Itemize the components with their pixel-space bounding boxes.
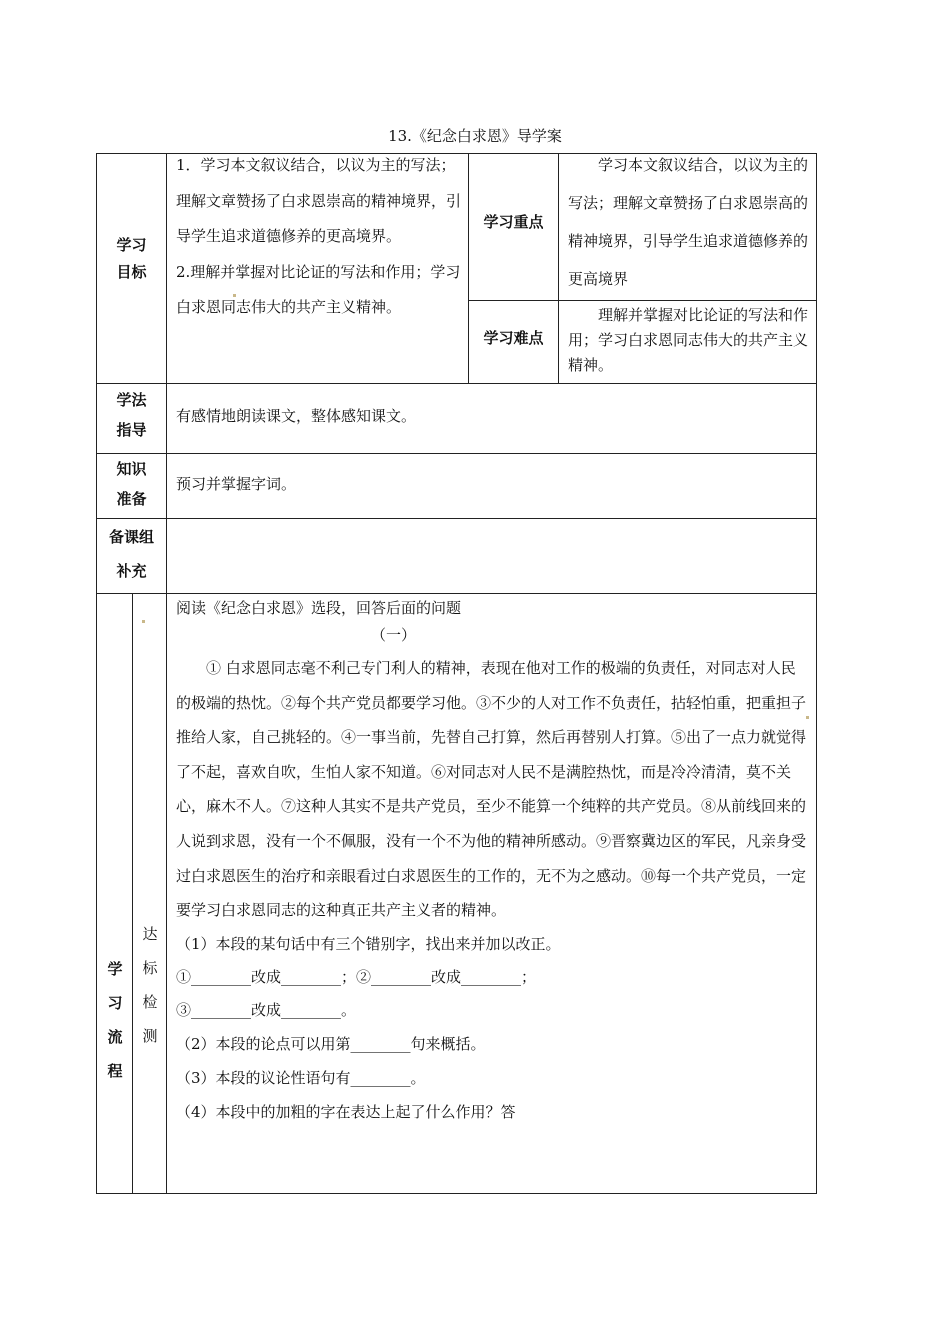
question-4: （4）本段中的加粗的字在表达上起了什么作用？答 — [176, 1102, 516, 1121]
objectives-content — [176, 148, 464, 326]
difficulty-label: 学习难点 — [483, 329, 544, 347]
process-label: 学 习 流 程 — [107, 960, 123, 1080]
page-title: 13.《纪念白求恩》导学案 — [388, 127, 562, 145]
question-3: （3）本段的议论性语句有________。 — [176, 1068, 426, 1087]
reading-passage: ① 白求恩同志毫不利己专门利人的精神，表现在他对工作的极端的负责任，对同志对人民的极端的热忱。②每个共产党员都要学习他。③不少的人对工作不负责任，拈轻怕重，把重担子推给人家，自己挑轻的。④一事当前，先替自己打算，然后再替别人打算。⑤出了一点力就觉得了不起，喜欢自吹，生怕人家不知道。⑥对同志对人民不是满腔热忱，而是冷冷清清，莫不关心，麻木不人。⑦这种人其实不是共产党员，至少不能算一个纯粹的共产党员。⑧从前线回来的人说到求恩，没有一个不佩服，没有一个不为他的精神所感动。⑨晋察冀边区的军民，凡亲身受过白求恩医生的治疗和亲眼看过白求恩医生的工作的，无不为之感动。⑩每一个共产党员，一定要学习白求恩同志的这种真正共产主义者的精神。 — [176, 659, 807, 920]
key-point-text: 学习本文叙议结合，以议为主的写法；理解文章赞扬了白求恩崇高的精神境界，引导学生追求道德修养的更高境界 — [568, 156, 809, 288]
difficulty-text: 理解并掌握对比论证的写法和作用；学习白求恩同志伟大的共产主义精神。 — [568, 306, 809, 374]
method-label: 学法 指导 — [116, 391, 147, 439]
method-text: 有感情地朗读课文，整体感知课文。 — [176, 407, 417, 425]
process-content — [176, 596, 810, 1129]
knowledge-text: 预习并掌握字词。 — [176, 475, 297, 493]
reading-intro: 阅读《纪念白求恩》选段，回答后面的问题 — [176, 599, 462, 617]
question-1-blanks-b: ③________改成________。 — [176, 1000, 357, 1019]
goal-1: 1．学习本文叙议结合，以议为主的写法；理解文章赞扬了白求恩崇高的精神境界，引导学生追求道德修养的更高境界。 — [176, 156, 462, 245]
question-1-blanks-a: ①________改成________；②________改成________； — [176, 967, 537, 986]
stray-mark — [806, 716, 809, 719]
stray-mark — [142, 620, 145, 623]
process-sublabel: 达 标 检 测 — [142, 925, 158, 1045]
knowledge-label: 知识 准备 — [116, 460, 147, 508]
supplement-label: 备课组 补充 — [108, 528, 154, 580]
key-point-label: 学习重点 — [483, 213, 544, 231]
question-1: （1）本段的某句话中有三个错别字，找出来并加以改正。 — [176, 934, 561, 953]
stray-mark — [233, 294, 236, 297]
part-heading: （一） — [371, 626, 417, 644]
goal-2: 2.理解并掌握对比论证的写法和作用；学习白求恩同志伟大的共产主义精神。 — [176, 262, 461, 316]
objectives-label: 学习 目标 — [116, 236, 147, 281]
question-2: （2）本段的论点可以用第________句来概括。 — [176, 1034, 486, 1053]
